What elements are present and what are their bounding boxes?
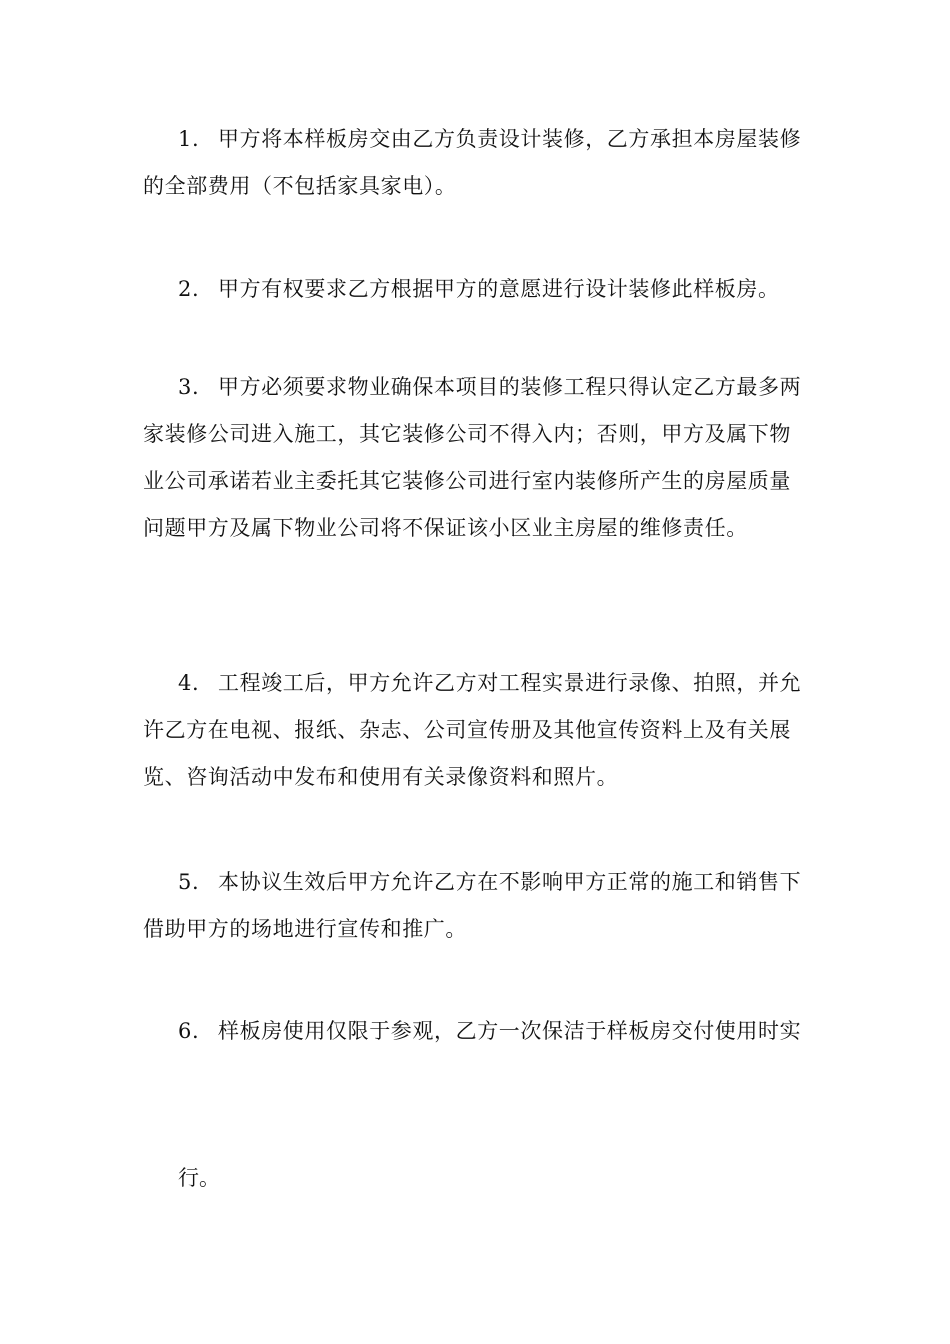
clause-6 xyxy=(143,1008,809,1055)
clause-4 xyxy=(143,660,809,801)
clause-number: 3. xyxy=(178,375,200,399)
clause-text: 甲方将本样板房交由乙方负责设计装修，乙方承担本房屋装修的全部费用（不包括家具家电）。 xyxy=(143,127,802,198)
clause-text: 甲方有权要求乙方根据甲方的意愿进行设计装修此样板房。 xyxy=(218,277,780,301)
clause-2 xyxy=(143,266,809,313)
clause-number: 4. xyxy=(178,671,200,695)
clause-number: 5. xyxy=(178,870,200,894)
clause-text: 样板房使用仅限于参观，乙方一次保洁于样板房交付使用时实 xyxy=(218,1019,802,1043)
clause-number: 2. xyxy=(178,277,200,301)
clause-1 xyxy=(143,116,809,210)
clause-text: 本协议生效后甲方允许乙方在不影响甲方正常的施工和销售下借助甲方的场地进行宣传和推广。 xyxy=(143,870,802,941)
clause-text: 工程竣工后，甲方允许乙方对工程实景进行录像、拍照，并允许乙方在电视、报纸、杂志、公司宣传册及其他宣传资料上及有关展览、咨询活动中发布和使用有关录像资料和照片。 xyxy=(143,671,802,789)
clause-5 xyxy=(143,859,809,953)
clause-number: 6. xyxy=(178,1019,200,1043)
clause-number: 1. xyxy=(178,127,200,151)
clause-text: 甲方必须要求物业确保本项目的装修工程只得认定乙方最多两家装修公司进入施工，其它装修公司不得入内；否则，甲方及属下物业公司承诺若业主委托其它装修公司进行室内装修所产生的房屋质量问题甲方及属下物业公司将不保证该小区业主房屋的维修责任。 xyxy=(143,375,802,540)
clause-3 xyxy=(143,364,809,552)
continuation-text: 行。 xyxy=(178,1166,220,1190)
